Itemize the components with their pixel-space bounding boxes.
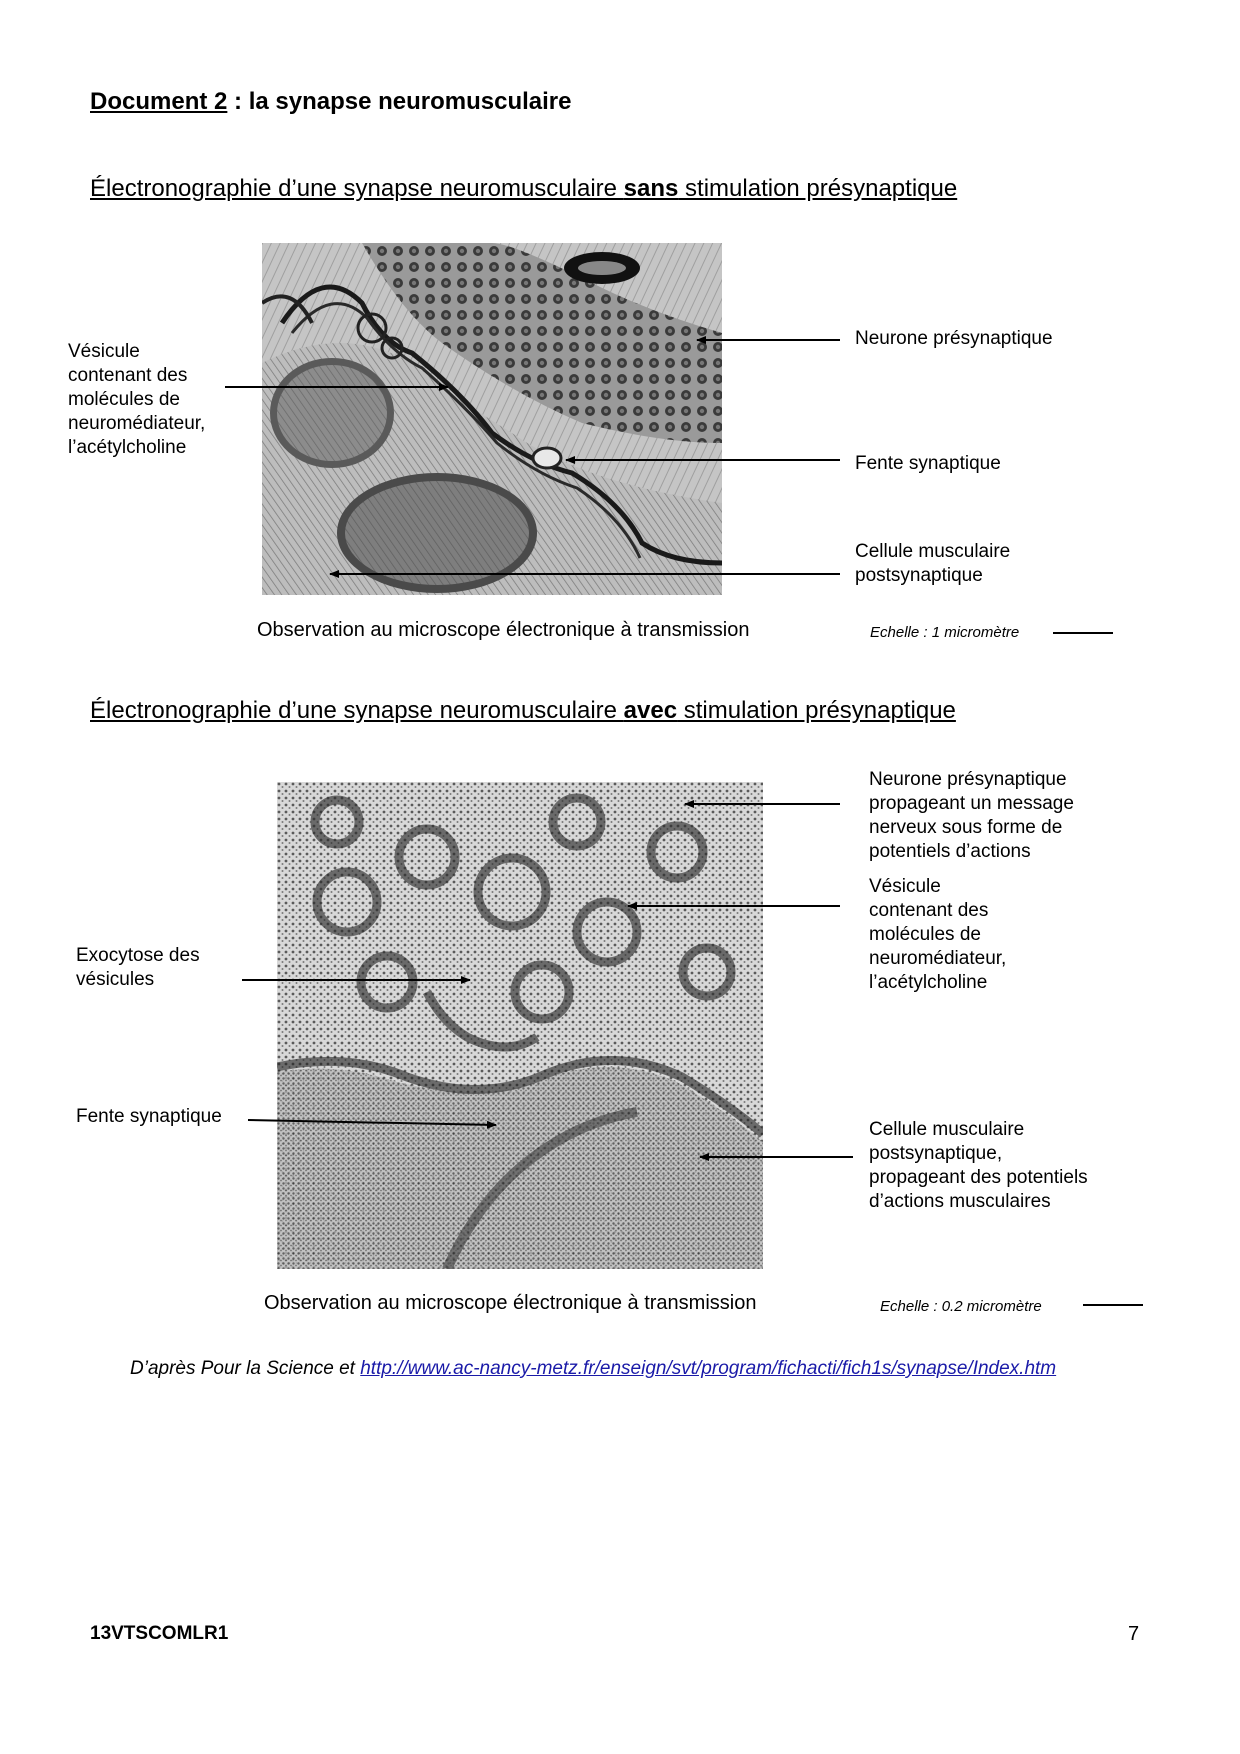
label-presynaptic-neuron-1: Neurone présynaptique	[855, 328, 1053, 349]
label-exocytosis: Exocytose des vésicules	[76, 945, 200, 990]
label-vesicle-1: Vésicule contenant des molécules de neuromédiateur, l’acétylcholine	[68, 341, 206, 458]
scale-label-1: Echelle : 1 micromètre	[870, 624, 1020, 641]
source-citation	[130, 1358, 1056, 1380]
document-label: Document 2	[90, 88, 228, 115]
label-muscle-cell-1: Cellule musculaire postsynaptique	[855, 541, 1011, 586]
scale-label-2: Echelle : 0.2 micromètre	[880, 1298, 1042, 1315]
document-title-text: : la synapse neuromusculaire	[227, 88, 572, 115]
caption-2: Observation au microscope électronique à transmission	[264, 1292, 757, 1314]
label-vesicle-2: Vésicule contenant des molécules de neuromédiateur, l’acétylcholine	[869, 876, 1007, 993]
source-prefix: D’après Pour la Science et	[130, 1358, 361, 1379]
section2-title-part1: Électronographie d’une synapse neuromusculaire	[90, 697, 624, 724]
section1-title-bold: sans	[623, 175, 679, 202]
label-synaptic-cleft-1: Fente synaptique	[855, 453, 1001, 474]
section2-title-part2: stimulation présynaptique	[677, 697, 956, 724]
section1-title-part2: stimulation présynaptique	[678, 175, 958, 202]
section2-title-bold: avec	[623, 697, 678, 724]
caption-1: Observation au microscope électronique à transmission	[257, 619, 750, 641]
label-synaptic-cleft-2: Fente synaptique	[76, 1106, 222, 1127]
page-number: 7	[1128, 1623, 1140, 1645]
source-link[interactable]: http://www.ac-nancy-metz.fr/enseign/svt/program/fichacti/fich1s/synapse/Index.htm	[360, 1358, 1057, 1379]
label-presynaptic-neuron-2: Neurone présynaptique propageant un message nerveux sous forme de potentiels d’actions	[869, 769, 1074, 862]
footer-code: 13VTSCOMLR1	[90, 1623, 229, 1644]
section1-title-part1: Électronographie d’une synapse neuromusculaire	[90, 175, 624, 202]
label-muscle-cell-2: Cellule musculaire postsynaptique, propageant des potentiels d’actions musculaires	[869, 1119, 1088, 1212]
arrow-cleft-2	[248, 1120, 496, 1125]
